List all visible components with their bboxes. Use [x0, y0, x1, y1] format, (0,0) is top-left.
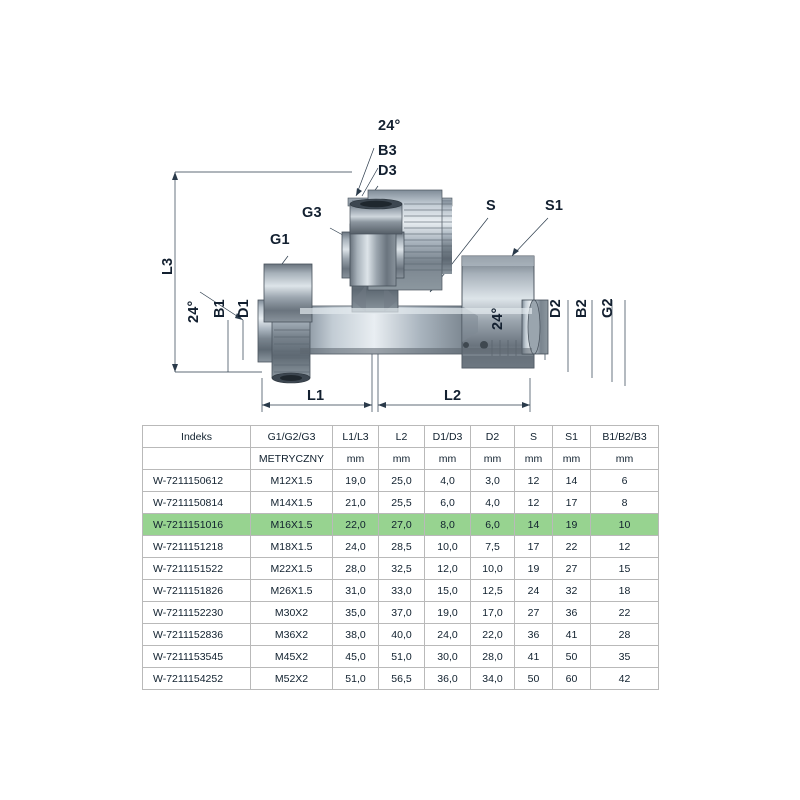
unit-cell-d2: mm	[471, 448, 515, 470]
table-row[interactable]	[143, 646, 659, 668]
table-cell-index: W-7211151016	[143, 514, 251, 536]
table-cell-value: 37,0	[379, 602, 425, 624]
table-row[interactable]	[143, 624, 659, 646]
col-header-d2: D2	[471, 426, 515, 448]
table-cell-value: 27	[553, 558, 591, 580]
table-cell-value: 36	[515, 624, 553, 646]
label-b2: B2	[574, 299, 590, 318]
table-cell-value: 12,5	[471, 580, 515, 602]
table-cell-value: 25,0	[379, 470, 425, 492]
table-cell-value: 22,0	[471, 624, 515, 646]
table-cell-value: M22X1.5	[251, 558, 333, 580]
table-cell-value: 12,0	[425, 558, 471, 580]
table-cell-value: M16X1.5	[251, 514, 333, 536]
col-header-l2: L2	[379, 426, 425, 448]
table-cell-value: 19	[553, 514, 591, 536]
specification-table	[142, 425, 659, 690]
table-cell-index: W-7211151218	[143, 536, 251, 558]
table-body	[143, 470, 659, 690]
table-row[interactable]	[143, 580, 659, 602]
table-cell-value: M12X1.5	[251, 470, 333, 492]
table-cell-value: 51,0	[379, 646, 425, 668]
table-header-row-primary	[143, 426, 659, 448]
unit-cell-l2: mm	[379, 448, 425, 470]
table-cell-value: M52X2	[251, 668, 333, 690]
table-cell-value: 22	[591, 602, 659, 624]
table-cell-value: 4,0	[471, 492, 515, 514]
unit-cell-s: mm	[515, 448, 553, 470]
label-g1: G1	[270, 232, 290, 248]
table-cell-value: 28	[591, 624, 659, 646]
table-cell-value: 4,0	[425, 470, 471, 492]
label-b3: B3	[378, 143, 397, 159]
table-cell-value: 56,5	[379, 668, 425, 690]
table-cell-value: 24,0	[425, 624, 471, 646]
table-cell-value: 33,0	[379, 580, 425, 602]
table-cell-value: 36,0	[425, 668, 471, 690]
table-row[interactable]	[143, 602, 659, 624]
table-cell-value: 12	[515, 470, 553, 492]
label-l2: L2	[444, 388, 462, 404]
table-cell-value: 35	[591, 646, 659, 668]
table-cell-value: 7,5	[471, 536, 515, 558]
table-cell-index: W-7211152836	[143, 624, 251, 646]
table-cell-value: 60	[553, 668, 591, 690]
table-cell-value: 22,0	[333, 514, 379, 536]
label-angle-left: 24°	[186, 300, 202, 323]
unit-cell-d1d3: mm	[425, 448, 471, 470]
label-g3: G3	[302, 205, 322, 221]
table-cell-value: 32,5	[379, 558, 425, 580]
table-cell-value: 10	[591, 514, 659, 536]
table-cell-value: 14	[553, 470, 591, 492]
table-row[interactable]	[143, 536, 659, 558]
table-cell-value: 45,0	[333, 646, 379, 668]
specification-table-wrapper	[142, 425, 658, 690]
table-cell-value: 21,0	[333, 492, 379, 514]
table-cell-value: 36	[553, 602, 591, 624]
table-cell-value: M30X2	[251, 602, 333, 624]
table-cell-index: W-7211153545	[143, 646, 251, 668]
table-row[interactable]	[143, 470, 659, 492]
table-cell-value: M26X1.5	[251, 580, 333, 602]
table-cell-value: 8,0	[425, 514, 471, 536]
table-cell-index: W-7211151826	[143, 580, 251, 602]
table-cell-index: W-7211154252	[143, 668, 251, 690]
table-cell-value: 42	[591, 668, 659, 690]
col-header-thread: G1/G2/G3	[251, 426, 333, 448]
table-row[interactable]	[143, 558, 659, 580]
table-cell-value: 24,0	[333, 536, 379, 558]
table-cell-value: 19,0	[425, 602, 471, 624]
table-cell-value: 3,0	[471, 470, 515, 492]
table-cell-value: 22	[553, 536, 591, 558]
table-cell-value: 27,0	[379, 514, 425, 536]
table-cell-value: 50	[553, 646, 591, 668]
table-cell-value: 30,0	[425, 646, 471, 668]
table-cell-value: M45X2	[251, 646, 333, 668]
table-cell-value: 41	[515, 646, 553, 668]
unit-cell-b1b2b3: mm	[591, 448, 659, 470]
table-header-row-units	[143, 448, 659, 470]
table-cell-value: 15,0	[425, 580, 471, 602]
table-row[interactable]	[143, 492, 659, 514]
table-cell-value: 8	[591, 492, 659, 514]
col-header-l1l3: L1/L3	[333, 426, 379, 448]
table-cell-value: M18X1.5	[251, 536, 333, 558]
col-header-d1d3: D1/D3	[425, 426, 471, 448]
label-angle-top: 24°	[378, 118, 401, 134]
table-cell-index: W-7211152230	[143, 602, 251, 624]
unit-cell-blank	[143, 448, 251, 470]
table-row[interactable]	[143, 668, 659, 690]
table-cell-value: 6,0	[425, 492, 471, 514]
table-cell-index: W-7211151522	[143, 558, 251, 580]
label-d1: D1	[236, 299, 252, 318]
table-cell-value: M36X2	[251, 624, 333, 646]
label-b1: B1	[212, 299, 228, 318]
col-header-s: S	[515, 426, 553, 448]
table-cell-value: 24	[515, 580, 553, 602]
label-l1: L1	[307, 388, 325, 404]
label-angle-right: 24°	[490, 307, 506, 330]
label-d2: D2	[548, 299, 564, 318]
table-cell-value: 34,0	[471, 668, 515, 690]
table-cell-value: 12	[591, 536, 659, 558]
table-cell-value: 28,0	[333, 558, 379, 580]
table-cell-value: 19	[515, 558, 553, 580]
label-s1: S1	[545, 198, 564, 214]
table-cell-value: 10,0	[425, 536, 471, 558]
label-l3: L3	[160, 257, 176, 275]
label-s: S	[486, 198, 496, 214]
table-row[interactable]	[143, 514, 659, 536]
table-cell-value: 6,0	[471, 514, 515, 536]
table-cell-value: M14X1.5	[251, 492, 333, 514]
table-cell-value: 38,0	[333, 624, 379, 646]
table-cell-value: 19,0	[333, 470, 379, 492]
table-cell-index: W-7211150612	[143, 470, 251, 492]
col-header-s1: S1	[553, 426, 591, 448]
table-head	[143, 426, 659, 470]
unit-cell-metryczny: METRYCZNY	[251, 448, 333, 470]
label-g2: G2	[600, 298, 616, 318]
table-cell-value: 10,0	[471, 558, 515, 580]
table-cell-value: 41	[553, 624, 591, 646]
label-d3: D3	[378, 163, 397, 179]
table-cell-value: 28,0	[471, 646, 515, 668]
table-cell-value: 28,5	[379, 536, 425, 558]
table-cell-value: 18	[591, 580, 659, 602]
table-cell-value: 25,5	[379, 492, 425, 514]
table-cell-value: 17	[515, 536, 553, 558]
table-cell-value: 27	[515, 602, 553, 624]
table-cell-value: 6	[591, 470, 659, 492]
table-cell-value: 51,0	[333, 668, 379, 690]
table-cell-value: 17	[553, 492, 591, 514]
col-header-indeks: Indeks	[143, 426, 251, 448]
col-header-b1b2b3: B1/B2/B3	[591, 426, 659, 448]
table-cell-value: 35,0	[333, 602, 379, 624]
unit-cell-l1l3: mm	[333, 448, 379, 470]
table-cell-value: 15	[591, 558, 659, 580]
unit-cell-s1: mm	[553, 448, 591, 470]
table-cell-value: 32	[553, 580, 591, 602]
table-cell-value: 50	[515, 668, 553, 690]
table-cell-value: 12	[515, 492, 553, 514]
table-cell-value: 17,0	[471, 602, 515, 624]
table-cell-index: W-7211150814	[143, 492, 251, 514]
table-cell-value: 31,0	[333, 580, 379, 602]
table-cell-value: 40,0	[379, 624, 425, 646]
table-cell-value: 14	[515, 514, 553, 536]
